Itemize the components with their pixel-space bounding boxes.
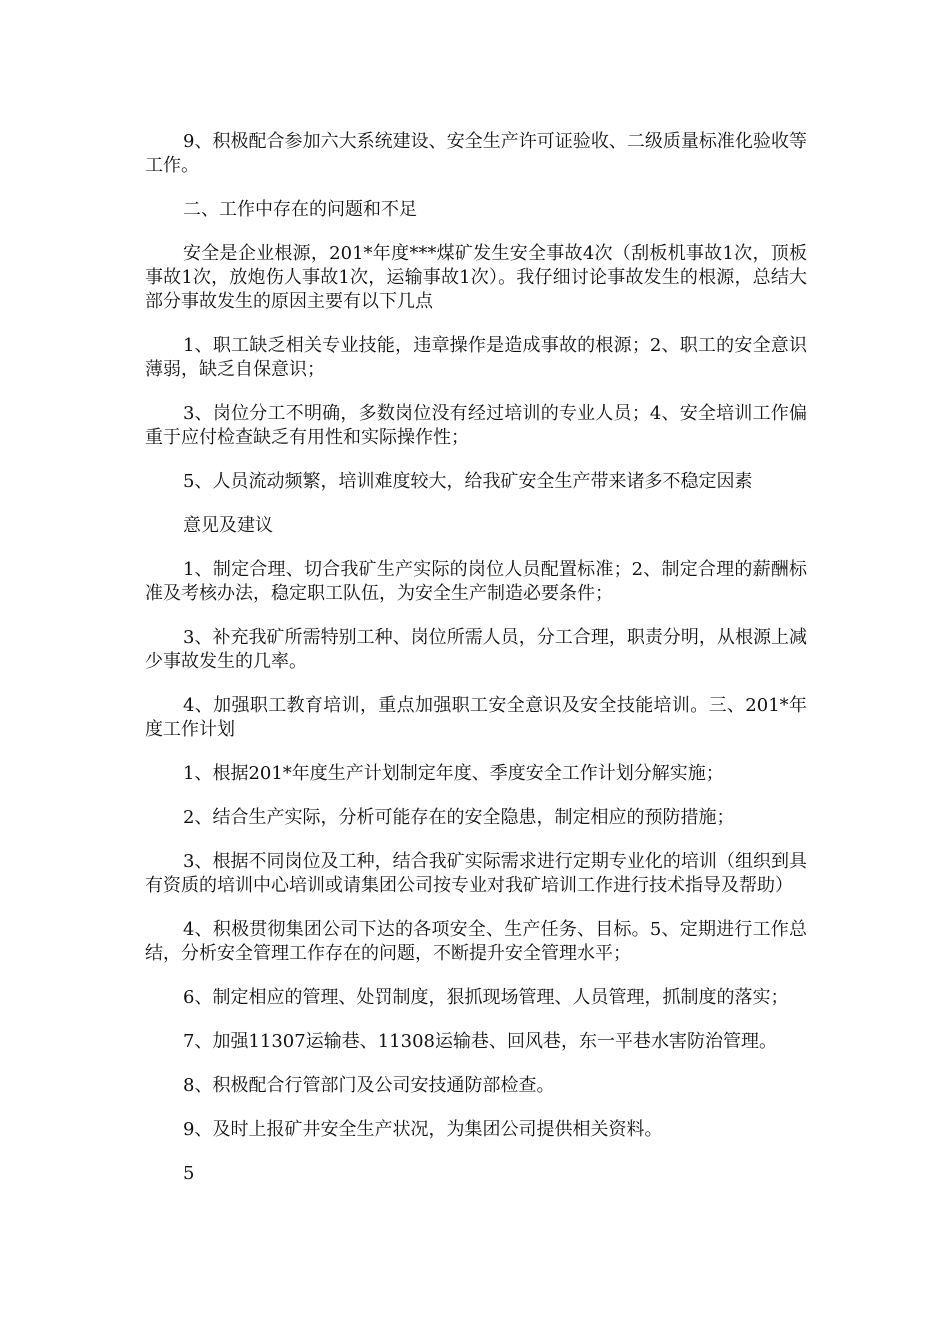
section-heading-problems: 二、工作中存在的问题和不足 <box>183 199 417 220</box>
page-number: 5 <box>183 1163 195 1184</box>
paragraph-causes-5: 5、人员流动频繁，培训难度较大，给我矿安全生产带来诸多不稳定因素 <box>183 471 753 492</box>
document-body <box>145 130 807 1206</box>
paragraph-accident-summary: 安全是企业根源，201*年度***煤矿发生安全事故4次（刮板机事故1次，顶板事故1次，放炮伤人事故1次，运输事故1次）。我仔细讨论事故发生的根源，总结大部分事故发生的原因主要有以下几点 <box>145 243 807 312</box>
paragraph-plan-4-5: 4、积极贯彻集团公司下达的各项安全、生产任务、目标。5、定期进行工作总结，分析安全管理工作存在的问题，不断提升安全管理水平； <box>145 919 807 964</box>
paragraph-item-9-six-systems: 9、积极配合参加六大系统建设、安全生产许可证验收、二级质量标准化验收等工作。 <box>145 131 807 176</box>
paragraph-plan-1: 1、根据201*年度生产计划制定年度、季度安全工作计划分解实施； <box>183 763 724 784</box>
paragraph-suggestion-1-2: 1、制定合理、切合我矿生产实际的岗位人员配置标准；2、制定合理的薪酬标准及考核办法，稳定职工队伍，为安全生产制造必要条件； <box>145 559 807 604</box>
paragraph-suggestion-4-plan-heading: 4、加强职工教育培训，重点加强职工安全意识及安全技能培训。三、201*年度工作计划 <box>145 695 807 740</box>
paragraph-plan-7: 7、加强11307运输巷、11308运输巷、回风巷，东一平巷水害防治管理。 <box>183 1031 777 1052</box>
paragraph-causes-1-2: 1、职工缺乏相关专业技能，违章操作是造成事故的根源；2、职工的安全意识薄弱，缺乏自保意识； <box>145 335 807 380</box>
paragraph-plan-3: 3、根据不同岗位及工种，结合我矿实际需求进行定期专业化的培训（组织到具有资质的培训中心培训或请集团公司按专业对我矿培训工作进行技术指导及帮助） <box>145 851 807 896</box>
paragraph-plan-9: 9、及时上报矿井安全生产状况，为集团公司提供相关资料。 <box>183 1119 663 1140</box>
paragraph-suggestion-3: 3、补充我矿所需特别工种、岗位所需人员，分工合理，职责分明，从根源上减少事故发生的几率。 <box>145 627 807 672</box>
paragraph-plan-2: 2、结合生产实际，分析可能存在的安全隐患，制定相应的预防措施； <box>183 807 735 828</box>
paragraph-plan-6: 6、制定相应的管理、处罚制度，狠抓现场管理、人员管理，抓制度的落实； <box>183 987 789 1008</box>
section-heading-suggestions: 意见及建议 <box>183 515 273 536</box>
paragraph-plan-8: 8、积极配合行管部门及公司安技通防部检查。 <box>183 1075 555 1096</box>
paragraph-causes-3-4: 3、岗位分工不明确，多数岗位没有经过培训的专业人员；4、安全培训工作偏重于应付检查缺乏有用性和实际操作性； <box>145 403 807 448</box>
